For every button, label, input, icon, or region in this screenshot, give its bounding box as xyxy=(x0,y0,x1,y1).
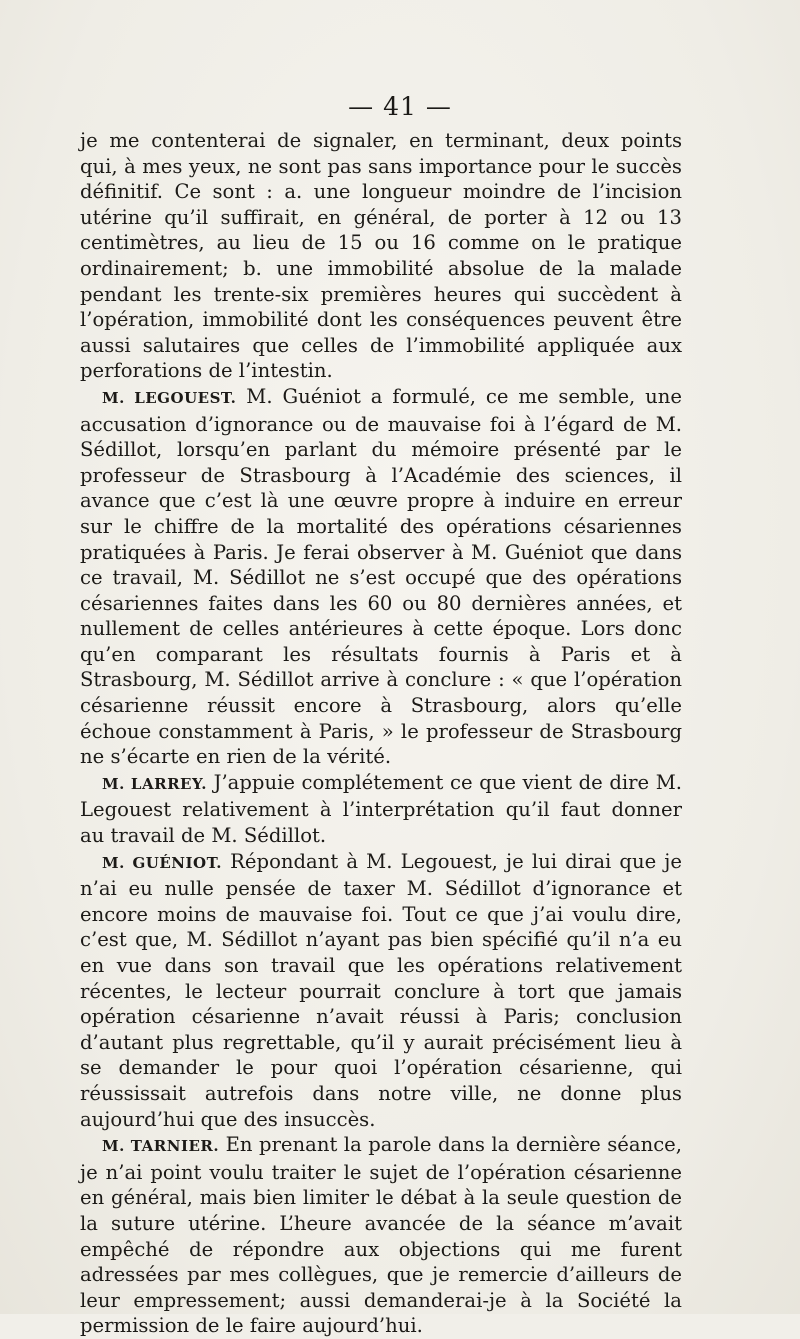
paragraph-text: M. Guéniot a formulé, ce me semble, une accusation d’ignorance ou de mauvaise foi à l’égard de M. Sédillot, lorsqu’en parlant du mémoire présenté par le professeur de Strasbourg à l’Académie des sciences, il avance que c’est là une œuvre propre à induire en erreur sur le chiffre de la mortalité des opérations césariennes pratiquées à Paris. Je ferai observer à M. Guéniot que dans ce travail, M. Sédillot ne s’est occupé que des opérations césariennes faites dans les 60 ou 80 dernières années, et nullement de celles antérieures à cette époque. Lors donc qu’en comparant les résultats fournis à Paris et à Strasbourg, M. Sédillot arrive à conclure : « que l’opération césarienne réussit encore à Strasbourg, alors qu’elle échoue constamment à Paris, » le professeur de Strasbourg ne s’écarte en rien de la vérité. xyxy=(80,384,683,769)
paragraph-legouest xyxy=(80,384,682,770)
paragraph-text: J’appuie complétement ce que vient de dire M. Legouest relativement à l’interprétation qu’il faut donner au travail de M. Sédillot. xyxy=(80,770,682,848)
paragraph-text: Répondant à M. Legouest, je lui dirai que je n’ai eu nulle pensée de taxer M. Sédillot d’ignorance et encore moins de mauvaise foi. Tout ce que j’ai voulu dire, c’est que, M. Sédillot n’ayant pas bien spécifié qu’il n’a eu en vue dans son travail que les opérations relativement récentes, le lecteur pourrait conclure à tort que jamais opération césarienne n’avait réussi à Paris; conclusion d’autant plus regrettable, qu’il y aurait précisément lieu à se demander le pour quoi l’opération césarienne, qui réussissait autrefois dans notre ville, ne donne plus aujourd’hui que des insuccès. xyxy=(80,849,682,1131)
speaker-name: M. LEGOUEST. xyxy=(102,388,237,407)
page-number: — 41 — xyxy=(348,92,452,121)
paragraph-text: je me contenterai de signaler, en terminant, deux points qui, à mes yeux, ne sont pas sans importance pour le succès définitif. Ce sont : a. une longueur moindre de l’incision utérine qu’il suffirait, en général, de porter à 12 ou 13 centimètres, au lieu de 15 ou 16 comme on le pratique ordinairement; b. une immobilité absolue de la malade pendant les trente-six premières heures qui succèdent à l’opération, immobilité dont les conséquences peuvent être aussi salutaires que celles de l’immobilité appliquée aux perforations de l’intestin. xyxy=(80,129,682,383)
paragraph-tarnier xyxy=(80,1132,682,1339)
speaker-name: M. TARNIER. xyxy=(102,1137,220,1156)
paragraph-continuation xyxy=(80,128,682,384)
speaker-name: M. GUÉNIOT. xyxy=(102,853,223,872)
paragraph-gueniot xyxy=(80,849,682,1133)
paragraph-larrey xyxy=(80,770,682,849)
body-text xyxy=(80,128,682,1339)
speaker-name: M. LARREY. xyxy=(102,774,207,793)
paragraph-text: En prenant la parole dans la dernière séance, je n’ai point voulu traiter le sujet de l’opération césarienne en général, mais bien limiter le débat à la seule question de la suture utérine. L’heure avancée de la séance m’avait empêché de répondre aux objections qui me furent adressées par mes collègues, que je remercie d’ailleurs de leur empressement; aussi demanderai-je à la Société la permission de le faire aujourd’hui. xyxy=(80,1133,683,1338)
